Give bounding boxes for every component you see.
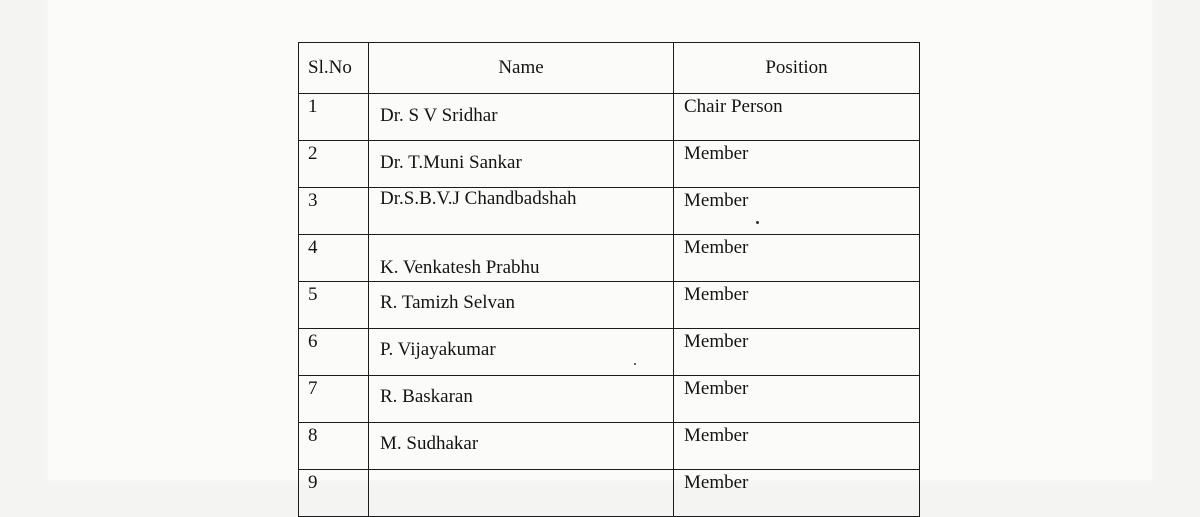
sl-no: 1 [308, 96, 318, 117]
member-position: Member [684, 378, 749, 399]
table-row [299, 141, 920, 188]
position-cell [674, 470, 920, 517]
sl-no-cell [299, 376, 369, 423]
name-cell [369, 141, 674, 188]
sl-no-cell [299, 282, 369, 329]
table-row [299, 423, 920, 470]
table-header-row [299, 43, 920, 94]
table-row [299, 470, 920, 517]
members-table [298, 42, 920, 517]
sl-no: 2 [308, 143, 318, 164]
sl-no-cell [299, 329, 369, 376]
position-cell [674, 141, 920, 188]
table-row [299, 94, 920, 141]
table-row [299, 188, 920, 235]
table-row [299, 235, 920, 282]
sl-no: 4 [308, 237, 318, 258]
table-row [299, 376, 920, 423]
name-cell [369, 329, 674, 376]
sl-no-cell [299, 141, 369, 188]
position-cell [674, 235, 920, 282]
sl-no: 6 [308, 331, 318, 352]
member-position: Chair Person [684, 96, 783, 117]
header-name: Name [369, 43, 674, 94]
member-position: Member [684, 425, 749, 446]
table-row [299, 282, 920, 329]
position-cell [674, 94, 920, 141]
position-cell [674, 188, 920, 235]
position-cell [674, 282, 920, 329]
sl-no-cell [299, 94, 369, 141]
sl-no: 8 [308, 425, 318, 446]
position-cell [674, 376, 920, 423]
member-name: R. Baskaran [380, 386, 473, 407]
name-cell [369, 423, 674, 470]
sl-no: 9 [308, 472, 318, 493]
header-sl-no: Sl.No [299, 43, 369, 94]
position-cell [674, 329, 920, 376]
member-position: Member [684, 143, 749, 164]
name-cell [369, 470, 674, 517]
name-cell [369, 94, 674, 141]
sl-no: 3 [308, 190, 318, 211]
ink-speck [634, 363, 636, 365]
name-cell [369, 376, 674, 423]
member-name: Dr. T.Muni Sankar [380, 152, 522, 173]
member-position: Member [684, 190, 749, 211]
position-cell [674, 423, 920, 470]
sl-no-cell [299, 188, 369, 235]
header-position: Position [674, 43, 920, 94]
member-name: K. Venkatesh Prabhu [380, 257, 540, 278]
sl-no: 7 [308, 378, 318, 399]
sl-no-cell [299, 423, 369, 470]
table-row [299, 329, 920, 376]
member-name: Dr.S.B.V.J Chandbadshah [380, 188, 577, 209]
name-cell [369, 188, 674, 235]
sl-no-cell [299, 235, 369, 282]
ink-speck [756, 221, 759, 224]
name-cell [369, 282, 674, 329]
member-name: M. Sudhakar [380, 433, 479, 454]
member-name: P. Vijayakumar [380, 339, 496, 360]
member-name: R. Tamizh Selvan [380, 292, 515, 313]
member-position: Member [684, 284, 749, 305]
name-cell [369, 235, 674, 282]
member-position: Member [684, 237, 749, 258]
member-position: Member [684, 472, 749, 493]
sl-no-cell [299, 470, 369, 517]
sl-no: 5 [308, 284, 318, 305]
member-name: Dr. S V Sridhar [380, 105, 498, 126]
member-position: Member [684, 331, 749, 352]
